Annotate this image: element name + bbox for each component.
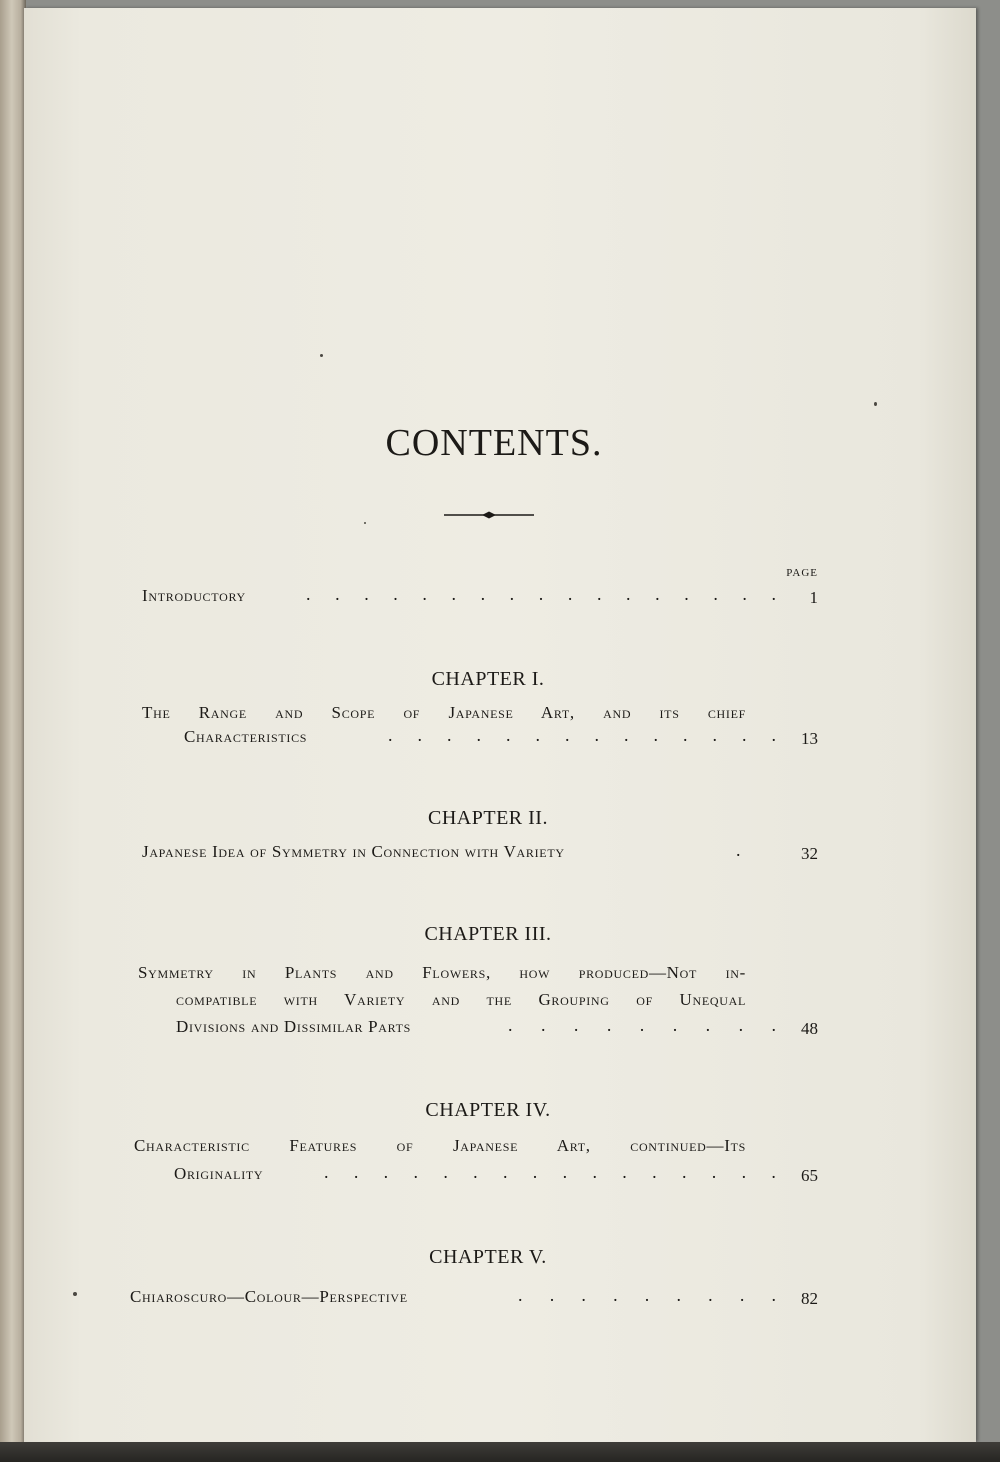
chapter-heading: CHAPTER III. xyxy=(424,923,552,945)
chapter-title-line: Characteristics xyxy=(184,727,308,746)
chapter-title-line: The Range and Scope of Japanese Art, and its chief xyxy=(142,703,746,722)
chapter-page-number: 82 xyxy=(801,1289,818,1308)
chapter-page-number: 32 xyxy=(801,844,818,863)
leader-dots: . . . . . . . . . . . . . . xyxy=(388,725,776,745)
chapter-title-line: Divisions and Dissimilar Parts xyxy=(176,1017,412,1036)
contents-heading: CONTENTS. xyxy=(385,422,603,464)
ornament-rule xyxy=(444,508,534,522)
chapter-title-line: Japanese Idea of Symmetry in Connection with Variety xyxy=(142,842,565,861)
leader-dots: . xyxy=(736,840,741,860)
introductory-page-number: 1 xyxy=(809,588,818,607)
page-column-label: PAGE xyxy=(786,567,818,579)
chapter-title-line: Originality xyxy=(174,1164,264,1183)
chapter-title-line: Characteristic Features of Japanese Art, continued—Its xyxy=(134,1136,746,1155)
chapter-title-line: compatible with Variety and the Grouping of Unequal xyxy=(176,990,746,1009)
leader-dots: . . . . . . . . . . . . . . . . xyxy=(324,1162,776,1182)
paper-speck xyxy=(364,522,366,524)
book-binding xyxy=(0,0,26,1462)
introductory-title: Introductory xyxy=(142,586,246,605)
leader-dots: . . . . . . . . . xyxy=(508,1015,776,1035)
chapter-heading: CHAPTER II. xyxy=(428,807,548,829)
chapter-page-number: 48 xyxy=(801,1019,818,1038)
leader-dots: . . . . . . . . . xyxy=(518,1285,776,1305)
chapter-page-number: 65 xyxy=(801,1166,818,1185)
paper-speck xyxy=(874,402,877,406)
chapter-heading: CHAPTER V. xyxy=(429,1246,547,1268)
chapter-heading: CHAPTER IV. xyxy=(425,1099,551,1121)
leader-dots: . . . . . . . . . . . . . . . . . xyxy=(306,584,776,604)
chapter-page-number: 13 xyxy=(801,729,818,748)
chapter-heading: CHAPTER I. xyxy=(431,668,545,690)
paper-speck xyxy=(73,1292,77,1296)
chapter-title-line: Symmetry in Plants and Flowers, how produced—Not in- xyxy=(138,963,746,982)
chapter-title-line: Chiaroscuro—Colour—Perspective xyxy=(130,1287,408,1306)
contents-page xyxy=(24,8,976,1442)
paper-speck xyxy=(320,354,323,357)
table-edge xyxy=(0,1442,1000,1462)
